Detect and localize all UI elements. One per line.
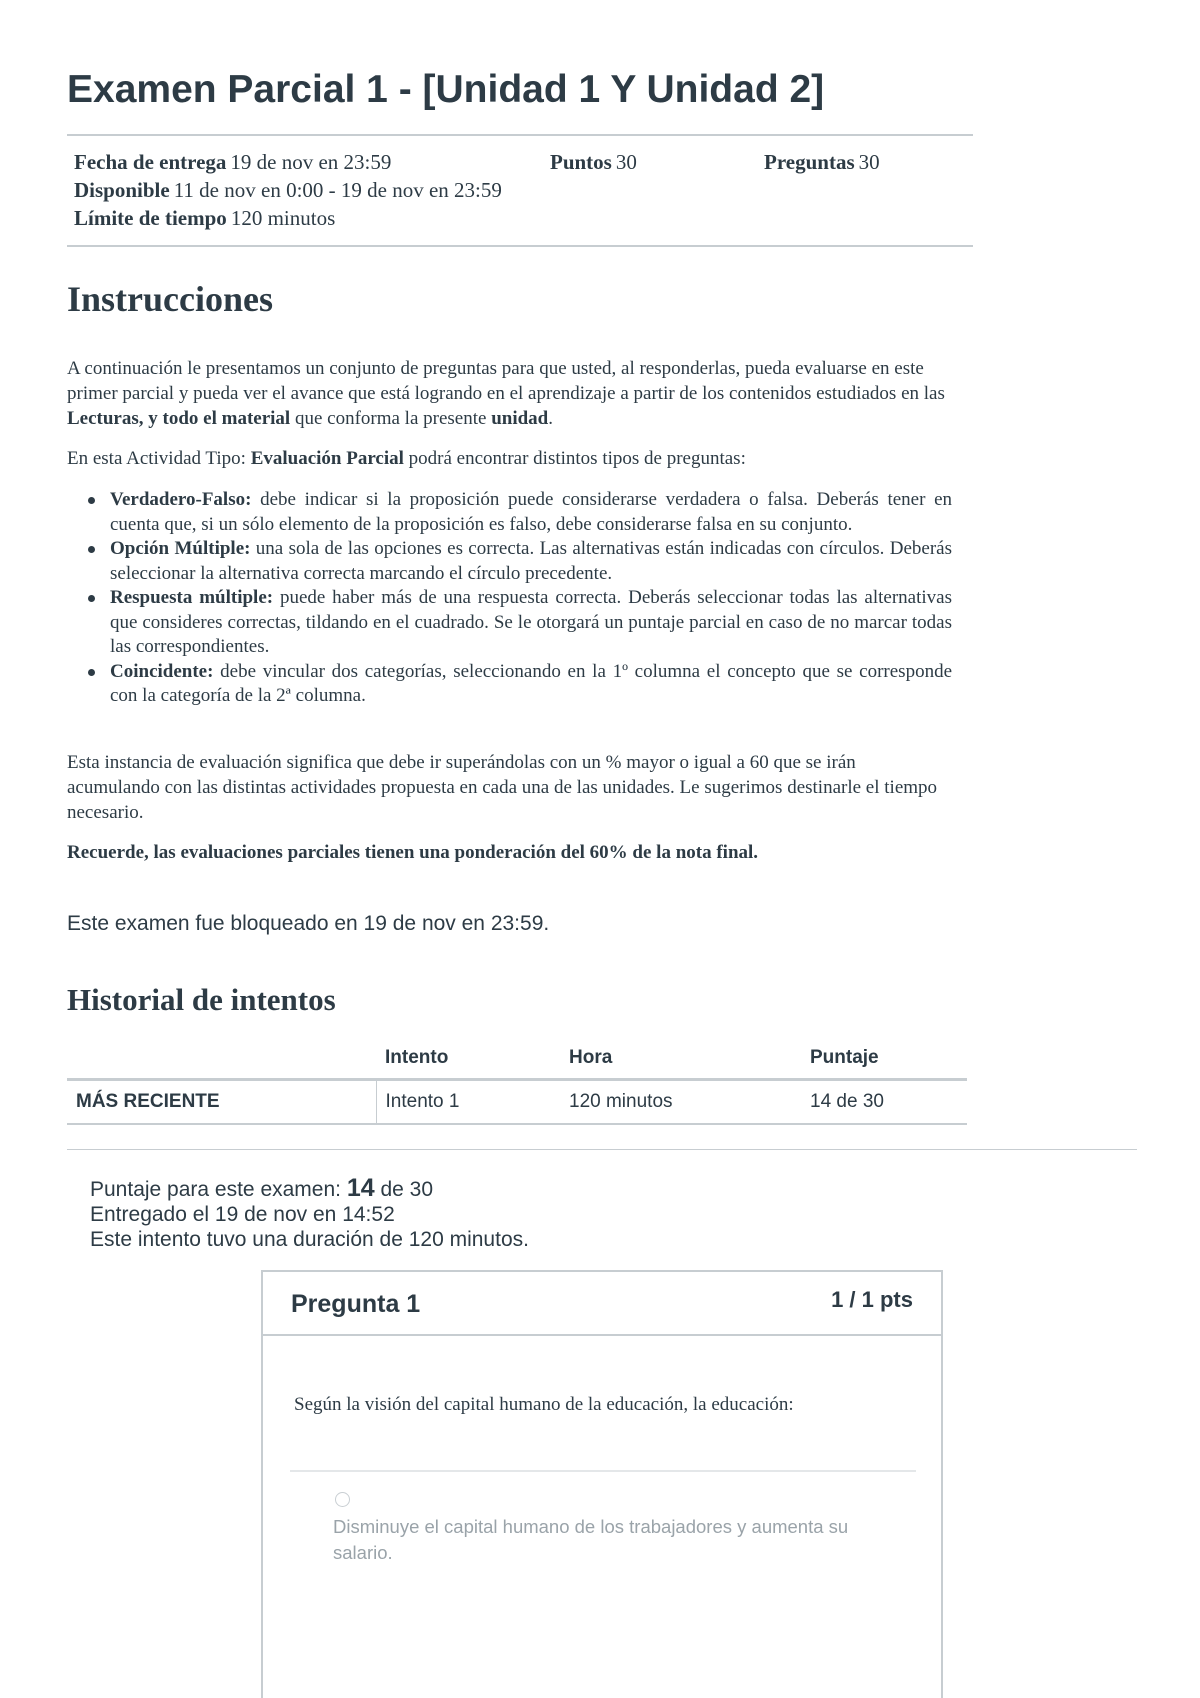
list-item-term: Respuesta múltiple:	[110, 587, 274, 608]
bullet-icon	[88, 595, 95, 602]
availability	[74, 178, 502, 203]
list-item	[110, 586, 952, 660]
bullet-icon	[88, 669, 95, 676]
time-limit	[74, 206, 335, 231]
questions-label: Preguntas	[764, 150, 855, 174]
locked-notice: Este examen fue bloqueado en 19 de nov en 23:59.	[67, 912, 550, 935]
column-header: Puntaje	[801, 1038, 967, 1080]
submitted-line: Entregado el 19 de nov en 14:52	[90, 1203, 395, 1226]
column-header: Intento	[376, 1038, 560, 1080]
instructions-paragraph-2	[67, 446, 952, 471]
attempt-summary	[90, 1176, 529, 1252]
duration-line: Este intento tuvo una duración de 120 minutos.	[90, 1228, 529, 1251]
text-run: podrá encontrar distintos tipos de preguntas:	[403, 448, 746, 469]
score-suffix: de 30	[374, 1178, 434, 1201]
text-run-bold: Lecturas, y todo el material	[67, 408, 291, 429]
list-item	[110, 660, 952, 709]
question-title: Pregunta 1	[291, 1290, 421, 1318]
attempt-link[interactable]: Intento 1	[376, 1080, 560, 1125]
score-line	[90, 1176, 529, 1202]
points-label: Puntos	[550, 150, 612, 174]
list-item-text: una sola de las opciones es correcta. Las alternativas están indicadas con círculos. Deberás seleccionar la alternativa correcta marcando el círculo precedente.	[110, 538, 952, 584]
list-item-term: Verdadero-Falso:	[110, 489, 252, 510]
attempts-table	[67, 1038, 967, 1125]
answer-radio[interactable]	[335, 1492, 350, 1507]
answer-option-text: Disminuye el capital humano de los trabajadores y aumenta su salario.	[333, 1516, 849, 1563]
question-text: Según la visión del capital humano de la educación, la educación:	[294, 1394, 794, 1415]
column-header	[67, 1038, 376, 1080]
instructions-paragraph-3: Esta instancia de evaluación significa que debe ir superándolas con un % mayor o igual a 60 que se irán acumulando con las distintas actividades propuesta en cada una de las unidades. Le sugerimos destinarle el tiempo necesario.	[67, 752, 938, 823]
column-header: Hora	[560, 1038, 801, 1080]
text-run: A continuación le presentamos un conjunto de preguntas para que usted, al responderlas, pueda evaluarse en este primer parcial y pueda ver el avance que está logrando en el aprendizaje a partir de los contenidos estudiados en las	[67, 358, 945, 404]
availability-value: 11 de nov en 0:00 - 19 de nov en 23:59	[173, 178, 502, 202]
text-run: En esta Actividad Tipo:	[67, 448, 251, 469]
due-date-label: Fecha de entrega	[74, 150, 227, 174]
instructions-paragraph-4: Recuerde, las evaluaciones parciales tienen una ponderación del 60% de la nota final.	[67, 842, 759, 863]
questions-value: 30	[858, 150, 880, 174]
text-run-bold: Evaluación Parcial	[250, 448, 404, 469]
points	[550, 150, 637, 175]
header-divider-bottom	[67, 245, 973, 247]
list-item-text: puede haber más de una respuesta correcta. Deberás seleccionar todas las alternativas que consideres correctas, tildando en el cuadrado. Se le otorgará un puntaje parcial en caso de no marcar todas las correspondientes.	[110, 587, 952, 657]
text-run: .	[548, 408, 553, 429]
attempt-row-label: MÁS RECIENTE	[67, 1080, 376, 1125]
question-card	[261, 1270, 943, 1698]
table-row	[67, 1080, 967, 1125]
bullet-icon	[88, 497, 95, 504]
due-date-value: 19 de nov en 23:59	[230, 150, 392, 174]
attempt-time: 120 minutos	[560, 1080, 801, 1125]
instructions-heading: Instrucciones	[67, 279, 273, 319]
exam-title: Examen Parcial 1 - [Unidad 1 Y Unidad 2]	[67, 68, 825, 111]
availability-label: Disponible	[74, 178, 170, 202]
question-divider	[290, 1470, 916, 1472]
text-run: que conforma la presente	[290, 408, 492, 429]
table-header-row	[67, 1038, 967, 1080]
instructions-paragraph-1	[67, 356, 952, 431]
list-item	[110, 537, 952, 586]
attempt-score: 14 de 30	[801, 1080, 967, 1125]
question-points: 1 / 1 pts	[831, 1287, 913, 1312]
questions-count	[764, 150, 880, 175]
due-date	[74, 150, 391, 175]
list-item-term: Opción Múltiple:	[110, 538, 251, 559]
header-divider-top	[67, 134, 973, 136]
time-limit-value: 120 minutos	[230, 206, 336, 230]
score-prefix: Puntaje para este examen:	[90, 1178, 347, 1201]
bullet-icon	[88, 546, 95, 553]
time-limit-label: Límite de tiempo	[74, 206, 227, 230]
question-types-list	[67, 488, 952, 709]
list-item-text: debe vincular dos categorías, seleccionando en la 1º columna el concepto que se corresponde con la categoría de la 2ª columna.	[110, 660, 952, 706]
text-run-bold: unidad	[491, 408, 549, 429]
section-divider	[67, 1149, 1137, 1150]
question-header	[263, 1272, 941, 1336]
list-item	[110, 488, 952, 537]
history-heading: Historial de intentos	[67, 982, 336, 1017]
points-value: 30	[615, 150, 637, 174]
list-item-term: Coincidente:	[110, 660, 214, 682]
list-item-text: debe indicar si la proposición puede considerarse verdadera o falsa. Deberás tener en cuenta que, si un sólo elemento de la proposición es falso, debe considerarse falsa en su conjunto.	[110, 489, 952, 535]
score-value: 14	[346, 1174, 375, 1202]
